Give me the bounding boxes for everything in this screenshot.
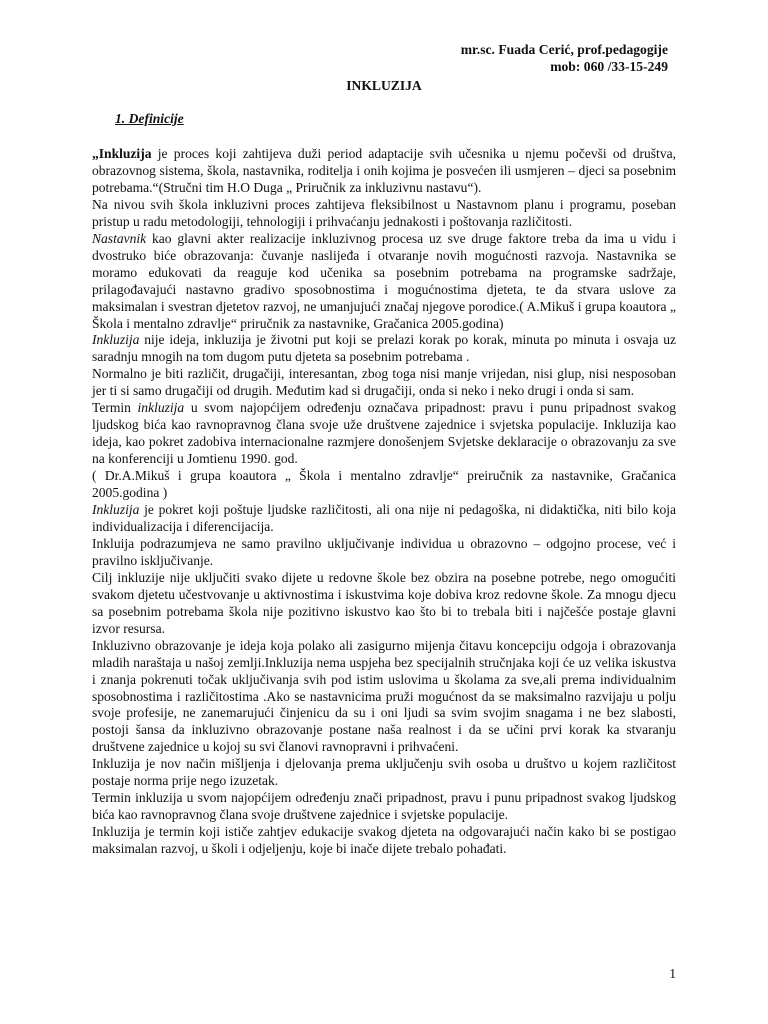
- paragraph: Inkluzija nije ideja, inkluzija je životni put koji se prelazi korak po korak, minuta po minuta i osvaja uz saradnju mnogih na tom dugom putu djeteta sa posebnim potrebama .: [92, 332, 676, 365]
- paragraph: „Inkluzija je proces koji zahtijeva duži period adaptacije svih učesnika u njemu počevši od društva, obrazovnog sistema, škola, nastavnika, roditelja i onih kojima je posvećen ili usmjeren – djeci sa posebnim potrebama.“(Stručni tim H.O Duga „ Priručnik za inkluzivnu nastavu“).: [92, 146, 676, 195]
- document-title: INKLUZIJA: [346, 78, 422, 93]
- author-name: mr.sc. Fuada Cerić, prof.pedagogije: [460, 42, 668, 57]
- paragraph: Na nivou svih škola inkluzivni proces zahtijeva fleksibilnost u Nastavnom planu i programu, poseban pristup u radu metodologiji, tehnologiji i prihvaćanju jednakosti i poštovanja različitosti.: [92, 196, 676, 229]
- paragraph: Termin inkluzija u svom najopćijem određenju označava pripadnost: pravu i punu pripadnost svakog ljudskog bića kao ravnopravnog člana svoje uže društvene zajednice i svjetska populacije. Inkluzija kao ideja, kao pokret zadobiva internacionalne razmjere donošenjem Svjetske deklaracije o obrazovanju za sve na konferenciji u Jomtienu 1990. god.: [92, 400, 676, 467]
- paragraph: Inkluija podrazumjeva ne samo pravilno uključivanje individua u obrazovno – odgojno procese, već i pravilno isključivanje.: [92, 535, 676, 568]
- paragraph: Inkluzija je termin koji ističe zahtjev edukacije svakog djeteta na odgovarajući način kako bi se postigao maksimalan razvoj, u školi i odjeljenju, koje bi inače dijete trebalo pohađati.: [92, 824, 676, 857]
- paragraph: ( Dr.A.Mikuš i grupa koautora „ Škola i mentalno zdravlje“ preiručnik za nastavnike, Gračanica 2005.godina ): [92, 468, 676, 501]
- document-body: [92, 146, 676, 858]
- author-header: [461, 41, 668, 75]
- section-heading: 1. Definicije: [115, 111, 184, 126]
- paragraph: Normalno je biti različit, drugačiji, interesantan, zbog toga nisi manje vrijedan, nisi glup, nisi nesposoban jer ti si samo drugačiji od drugih. Međutim kad si drugačiji, onda si neko i neko drugi i onda si sam.: [92, 366, 676, 399]
- paragraph: Termin inkluzija u svom najopćijem određenju znači pripadnost, pravu i punu pripadnost svakog ljudskog bića kao ravnopravnog člana svoje društvene zajednice i svjetske populacije.: [92, 790, 676, 823]
- author-phone: mob: 060 /33-15-249: [550, 59, 668, 74]
- paragraph: Inkluzija je pokret koji poštuje ljudske različitosti, ali ona nije ni pedagoška, ni didaktička, niti bilo koja individualizacija i diferencijacija.: [92, 502, 676, 534]
- paragraph: Nastavnik kao glavni akter realizacije inkluzivnog procesa uz sve druge faktore treba da ima u vidu i dvostruko biće obrazovanja: čuvanje naslijeđa i otvaranje novih mogućnosti razvoja. Nastavnika se moramo edukovati da reaguje kod učenika sa posebnim potrebama na programske sadržaje, prilagođavajući nastavno gradivo sposobnostima i mogućnostima djeteta, te da stvara uslove za maksimalan i svestran djetetov razvoj, ne umanjujući značaj njegove porodice.( A.Mikuš i grupa koautora „ Škola i mentalno zdravlje“ priručnik za nastavnike, Gračanica 2005.godina): [92, 230, 676, 331]
- page-number: 1: [669, 966, 676, 981]
- paragraph: Inkluzija je nov način mišljenja i djelovanja prema uključenju svih osoba u društvo u kojem različitost postaje norma prije nego izuzetak.: [92, 756, 676, 789]
- paragraph: Inkluzivno obrazovanje je ideja koja polako ali zasigurno mijenja čitavu koncepciju odgoja i obrazovanja mladih naraštaja u našoj zemlji.Inkluzija nema uspjeha bez specijalnih stručnjaka koji će uz velika iskustva i znanja pokrenuti točak uključivanja svih pod istim uslovima u školama za sve,ali prema individualnim sposobnostima i različitostima .Ako se nastavnicima pruži mogućnost da se maksimalno razvijaju u polju svoje profesije, ne zanemarujući činjenicu da su i oni ljudi sa svim svojim snagama i ne bez slabosti, postoji šansa da inkluzivno obrazovanje postane naša realnost i da se učini prvi korak ka stvaranju društvene zajednice u kojoj su svi članovi ravnopravni i prihvaćeni.: [92, 637, 676, 755]
- paragraph: Cilj inkluzije nije uključiti svako dijete u redovne škole bez obzira na posebne potrebe, nego omogućiti svakom djetetu učestvovanje u aktivnostima i iskustvima koje dobiva kroz redovne škole. Za mnogu djecu sa posebnim potrebama škola nije pozitivno iskustvo kao što bi to trebala biti i najčešće postaje glavni izvor resursa.: [92, 569, 676, 636]
